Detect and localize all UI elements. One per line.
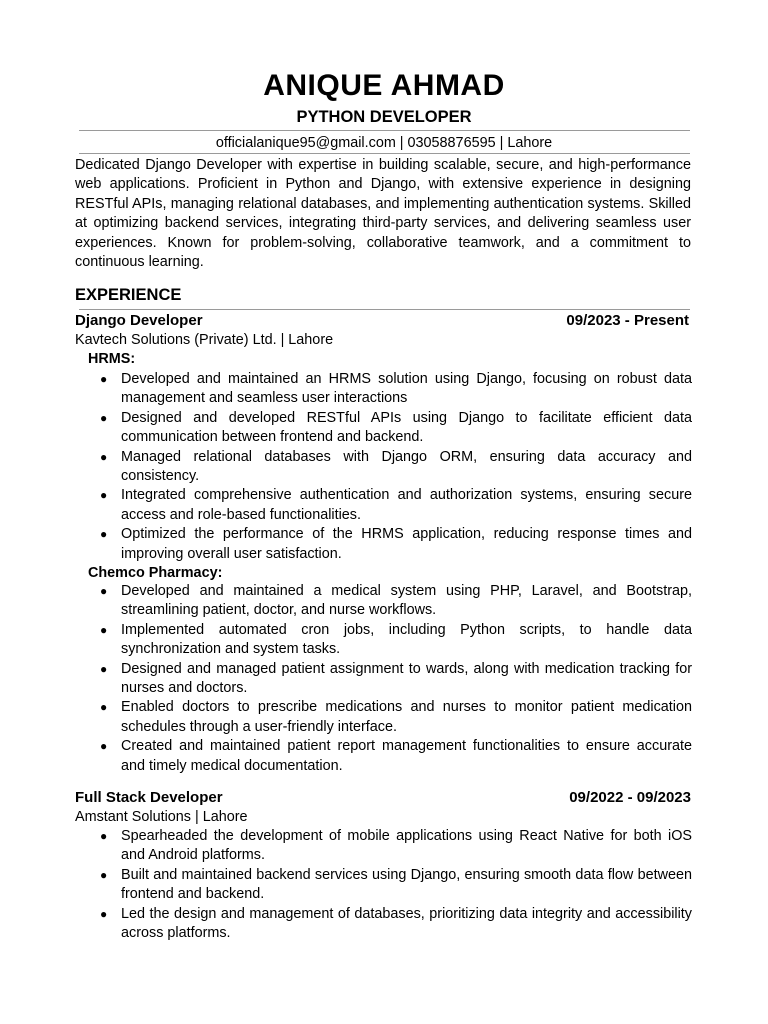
list-item: ● Built and maintained backend services using Django, ensuring smooth data flow between frontend and backend. xyxy=(100,866,692,903)
bullet-icon: ● xyxy=(100,661,108,676)
job-dates: 09/2023 - Present xyxy=(566,312,689,329)
header-divider-bottom xyxy=(79,153,690,154)
job-title: Django Developer xyxy=(75,312,203,329)
professional-summary: Dedicated Django Developer with expertise in building scalable, secure, and high-performance web applications. Proficient in Python and Django, with extensive experience in designing RESTful APIs, managing relational databases, and implementing authentication systems. Skilled at optimizing backend services, integrating third-party services, and delivering seamless user experiences. Known for problem-solving, collaborative teamwork, and a commitment to continuous learning. xyxy=(75,157,691,271)
bullet-list xyxy=(0,582,768,776)
list-item: ● Designed and developed RESTful APIs using Django to facilitate efficient data communication between frontend and backend. xyxy=(100,409,692,446)
bullet-icon: ● xyxy=(100,410,108,425)
bullet-icon: ● xyxy=(100,829,108,843)
list-item: ● Integrated comprehensive authentication and authorization systems, ensuring secure access and role-based functionalities. xyxy=(100,487,692,523)
bullet-icon: ● xyxy=(100,527,108,542)
job-company: Kavtech Solutions (Private) Ltd. | Lahore xyxy=(75,332,334,348)
section-title-experience: EXPERIENCE xyxy=(75,286,182,304)
bullet-icon: ● xyxy=(100,584,108,598)
experience-divider xyxy=(79,309,690,310)
project-title: HRMS: xyxy=(88,351,136,367)
list-item: ● Optimized the performance of the HRMS application, reducing response times and improving overall user satisfaction. xyxy=(100,526,692,562)
list-item: ● Created and maintained patient report management functionalities to ensure accurate and timely medical documentation. xyxy=(100,738,692,774)
bullet-icon: ● xyxy=(100,700,108,715)
list-item: ● Developed and maintained an HRMS solution using Django, focusing on robust data management and seamless user interactions xyxy=(100,371,692,407)
job-header xyxy=(75,311,689,331)
header-divider-top xyxy=(79,130,690,131)
project-title: Chemco Pharmacy: xyxy=(88,565,223,581)
list-item: ● Enabled doctors to prescribe medications and nurses to monitor patient medication schedules through a user-friendly interface. xyxy=(100,699,692,735)
candidate-role: PYTHON DEVELOPER xyxy=(296,108,472,126)
bullet-icon: ● xyxy=(100,622,108,637)
list-item: ● Designed and managed patient assignment to wards, along with medication tracking for nurses and doctors. xyxy=(100,660,692,697)
job-dates: 09/2022 - 09/2023 xyxy=(569,789,691,806)
contact-line: officialanique95@gmail.com | 03058876595 | Lahore xyxy=(215,135,553,151)
list-item: ● Led the design and management of databases, prioritizing data integrity and accessibility across platforms. xyxy=(100,905,692,942)
job-company: Amstant Solutions | Lahore xyxy=(75,809,248,825)
list-item: ● Managed relational databases with Django ORM, ensuring data accuracy and consistency. xyxy=(100,448,692,485)
job-title: Full Stack Developer xyxy=(75,789,223,806)
job-header xyxy=(75,788,691,808)
bullet-icon: ● xyxy=(100,867,108,882)
list-item: ● Developed and maintained a medical system using PHP, Laravel, and Bootstrap, streamlining patient, doctor, and nurse workflows. xyxy=(100,583,692,619)
bullet-icon: ● xyxy=(100,372,108,386)
list-item: ● Spearheaded the development of mobile applications using React Native for both iOS and Android platforms. xyxy=(100,828,692,864)
bullet-list xyxy=(0,370,768,564)
list-item: ● Implemented automated cron jobs, including Python scripts, to handle data synchronization and system tasks. xyxy=(100,621,692,658)
bullet-icon: ● xyxy=(100,739,108,754)
bullet-icon: ● xyxy=(100,449,108,464)
bullet-icon: ● xyxy=(100,906,108,921)
bullet-icon: ● xyxy=(100,488,108,503)
candidate-name: ANIQUE AHMAD xyxy=(263,69,505,102)
bullet-list xyxy=(0,827,768,943)
